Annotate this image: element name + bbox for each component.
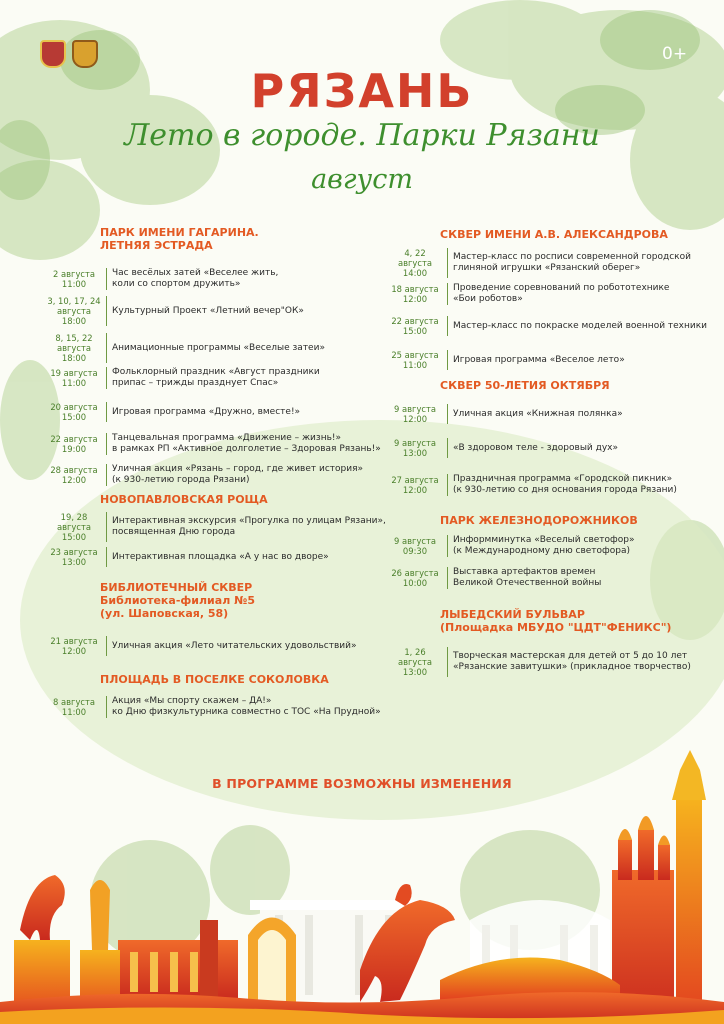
event-row (387, 474, 677, 496)
event-description (112, 306, 304, 317)
event-date (387, 647, 443, 677)
event-description (453, 443, 618, 454)
event-date-line: 18:00 (61, 316, 87, 326)
event-description (453, 321, 707, 332)
event-description-line: Праздничная программа «Городской пикник» (453, 474, 673, 484)
event-date (46, 512, 102, 542)
event-date-line: 10:00 (402, 578, 428, 588)
event-description-line: «Рязанские завитушки» (прикладное творчество) (453, 662, 691, 672)
event-date-line: 20 августа (50, 402, 98, 412)
event-date-line: 12:00 (61, 475, 87, 485)
event-date-line: 28 августа (50, 465, 98, 475)
event-row (46, 547, 329, 567)
event-date-line: 8, 15, 22 (55, 333, 93, 343)
event-description (453, 409, 623, 420)
event-row (46, 464, 363, 486)
event-date (46, 269, 102, 289)
event-description-line: посвященная Дню города (112, 527, 236, 537)
event-description (112, 367, 320, 389)
event-date-line: 19 августа (50, 368, 98, 378)
event-date-line: 18 августа (391, 284, 439, 294)
event-description-line: Интерактивная площадка «А у нас во дворе» (112, 551, 329, 562)
event-description-line: Мастер-класс по покраске моделей военной техники (453, 320, 708, 331)
event-row (387, 248, 691, 278)
section-title-line: (Площадка МБУДО "ЦДТ"ФЕНИКС") (440, 621, 672, 634)
event-date-line: августа (56, 306, 92, 316)
section-title-line: ЛЫБЕДСКИЙ БУЛЬВАР (440, 608, 585, 621)
event-date-line: 12:00 (402, 414, 428, 424)
event-description (453, 283, 669, 305)
event-date (387, 404, 443, 424)
event-separator (106, 268, 107, 290)
event-date-line: 2 августа (52, 269, 96, 279)
event-date (46, 636, 102, 656)
event-description-line: припас – трижды празднует Спас» (112, 378, 279, 388)
event-date (387, 475, 443, 495)
event-description-line: Уличная акция «Лето читательских удовольствий» (112, 640, 357, 651)
event-description-line: Игровая программа «Дружно, вместе!» (112, 406, 301, 417)
event-date-line: 27 августа (391, 475, 439, 485)
event-row (387, 404, 623, 424)
event-separator (447, 404, 448, 424)
event-description-line: ко Дню физкультурника совместно с ТОС «На Прудной» (112, 707, 381, 717)
event-date-line: 25 августа (391, 350, 439, 360)
event-separator (447, 567, 448, 589)
event-date-line: 14:00 (402, 268, 428, 278)
event-row (387, 567, 601, 589)
event-date-line: 13:00 (61, 557, 87, 567)
event-date (387, 568, 443, 588)
section-title-line: БИБЛИОТЕЧНЫЙ СКВЕР (100, 581, 253, 594)
event-date-line: 09:30 (402, 546, 428, 556)
event-date-line: 22 августа (391, 316, 439, 326)
event-date-line: 11:00 (61, 279, 87, 289)
section-title (100, 226, 259, 252)
event-description-line: (к 930-летию со дня основания города Рязани) (453, 485, 677, 495)
event-description (112, 464, 363, 486)
event-separator (106, 547, 107, 567)
section-title (440, 228, 668, 241)
event-separator (106, 433, 107, 455)
event-row (46, 367, 320, 389)
event-date (46, 402, 102, 422)
section-title (440, 608, 671, 634)
event-date-line: 21 августа (50, 636, 98, 646)
event-date-line: 23 августа (50, 547, 98, 557)
event-separator (106, 464, 107, 486)
page-subtitle: Лето в городе. Парки Рязани (124, 118, 600, 153)
event-separator (447, 474, 448, 496)
event-row (46, 268, 278, 290)
event-date (46, 333, 102, 363)
event-date-line: 19, 28 (60, 512, 88, 522)
event-description (453, 474, 677, 496)
event-description-line: коли со спортом дружить» (112, 279, 241, 289)
section-title-line: ЛЕТНЯЯ ЭСТРАДА (100, 239, 213, 252)
event-date-line: августа (397, 657, 433, 667)
event-description (453, 567, 601, 589)
changes-notice: В ПРОГРАММЕ ВОЗМОЖНЫ ИЗМЕНЕНИЯ (212, 776, 512, 791)
event-description-line: «Бои роботов» (453, 294, 523, 304)
event-row (387, 350, 625, 370)
event-date-line: 9 августа (393, 536, 437, 546)
event-description (112, 343, 325, 354)
event-separator (447, 647, 448, 677)
event-date (387, 536, 443, 556)
event-description (453, 651, 691, 673)
event-separator (447, 350, 448, 370)
section-title-line: (ул. Шаповская, 58) (100, 607, 229, 620)
event-separator (447, 248, 448, 278)
event-row (46, 636, 357, 656)
event-date-line: 18:00 (61, 353, 87, 363)
section-title-line: ПЛОЩАДЬ В ПОСЕЛКЕ СОКОЛОВКА (100, 673, 329, 686)
age-rating: 0+ (662, 44, 688, 64)
event-date-line: 15:00 (61, 532, 87, 542)
city-skyline-illustration (0, 740, 724, 1024)
event-date (46, 434, 102, 454)
event-description-line: Выставка артефактов времен (453, 567, 596, 577)
event-row (46, 402, 300, 422)
event-row (387, 438, 618, 458)
event-description-line: Культурный Проект «Летний вечер"ОК» (112, 305, 304, 316)
event-separator (106, 696, 107, 718)
section-title (100, 493, 268, 506)
event-row (387, 535, 634, 557)
section-title-line: НОВОПАВЛОВСКАЯ РОЩА (100, 493, 268, 506)
event-date (387, 284, 443, 304)
section-title (100, 581, 255, 620)
event-date-line: 12:00 (402, 294, 428, 304)
event-description (112, 552, 329, 563)
event-description-line: Творческая мастерская для детей от 5 до 10 лет (453, 651, 688, 661)
event-date-line: августа (56, 522, 92, 532)
event-separator (447, 283, 448, 305)
event-row (387, 647, 691, 677)
event-description (112, 268, 278, 290)
event-date-line: 12:00 (61, 646, 87, 656)
event-description-line: Акция «Мы спорту скажем – ДА!» (112, 696, 272, 706)
event-date-line: августа (397, 258, 433, 268)
event-date (46, 296, 102, 326)
event-description-line: глиняной игрушки «Рязанский оберег» (453, 263, 641, 273)
event-date (387, 248, 443, 278)
event-description-line: Игровая программа «Веселое лето» (453, 354, 625, 365)
event-date-line: 11:00 (61, 707, 87, 717)
event-description-line: «В здоровом теле - здоровый дух» (453, 442, 619, 453)
event-description (112, 407, 300, 418)
event-description-line: Проведение соревнований по робототехнике (453, 283, 670, 293)
event-separator (106, 296, 107, 326)
event-separator (106, 367, 107, 389)
event-date (387, 350, 443, 370)
event-description-line: Уличная акция «Рязань – город, где живет история» (112, 464, 364, 474)
event-date (46, 368, 102, 388)
event-description-line: (к Международному дню светофора) (453, 546, 630, 556)
event-separator (106, 333, 107, 363)
event-date-line: 13:00 (402, 667, 428, 677)
event-row (46, 512, 386, 542)
event-date-line: 13:00 (402, 448, 428, 458)
event-separator (106, 636, 107, 656)
event-description-line: Час весёлых затей «Веселее жить, (112, 268, 279, 278)
event-description (453, 535, 634, 557)
brand-title: РЯЗАНЬ (250, 64, 474, 118)
event-description (112, 516, 386, 538)
event-date-line: 12:00 (402, 485, 428, 495)
event-description-line: в рамках РП «Активное долголетие – Здоровая Рязань!» (112, 444, 381, 454)
event-separator (106, 402, 107, 422)
event-row (387, 316, 707, 336)
event-date-line: 9 августа (393, 438, 437, 448)
event-date (46, 465, 102, 485)
event-date-line: 26 августа (391, 568, 439, 578)
section-title (100, 673, 329, 686)
event-description (112, 696, 381, 718)
section-title (440, 379, 610, 392)
event-separator (447, 316, 448, 336)
event-description-line: Анимационные программы «Веселые затеи» (112, 342, 325, 353)
event-date-line: 1, 26 (404, 647, 426, 657)
event-description (453, 355, 625, 366)
event-date-line: 15:00 (402, 326, 428, 336)
event-description-line: Уличная акция «Книжная полянка» (453, 408, 623, 419)
event-date-line: 11:00 (402, 360, 428, 370)
event-description-line: Танцевальная программа «Движение – жизнь!» (112, 433, 341, 443)
event-date (387, 316, 443, 336)
event-date (387, 438, 443, 458)
section-title (440, 514, 638, 527)
event-description (112, 641, 357, 652)
event-date (46, 547, 102, 567)
event-date-line: 9 августа (393, 404, 437, 414)
event-date-line: 22 августа (50, 434, 98, 444)
section-title-line: Библиотека-филиал №5 (100, 594, 255, 607)
event-row (46, 333, 325, 363)
event-description (453, 252, 691, 274)
section-title-line: СКВЕР 50-ЛЕТИЯ ОКТЯБРЯ (440, 379, 610, 392)
event-description-line: (к 930-летию города Рязани) (112, 475, 250, 485)
event-row (387, 283, 669, 305)
event-description-line: Интерактивная экскурсия «Прогулка по улицам Рязани», (112, 516, 386, 526)
event-date (46, 697, 102, 717)
event-date-line: 4, 22 (404, 248, 426, 258)
event-description-line: Мастер-класс по росписи современной городской (453, 252, 691, 262)
event-separator (447, 438, 448, 458)
event-description-line: Информминутка «Веселый светофор» (453, 535, 635, 545)
event-separator (447, 535, 448, 557)
event-date-line: 15:00 (61, 412, 87, 422)
event-date-line: 3, 10, 17, 24 (47, 296, 101, 306)
event-description-line: Великой Отечественной войны (453, 578, 602, 588)
section-title-line: СКВЕР ИМЕНИ А.В. АЛЕКСАНДРОВА (440, 228, 668, 241)
event-row (46, 296, 304, 326)
event-row (46, 696, 381, 718)
event-date-line: 8 августа (52, 697, 96, 707)
event-date-line: 19:00 (61, 444, 87, 454)
event-date-line: 11:00 (61, 378, 87, 388)
section-title-line: ПАРК ЖЕЛЕЗНОДОРОЖНИКОВ (440, 514, 638, 527)
event-date-line: августа (56, 343, 92, 353)
event-row (46, 433, 381, 455)
month-title: август (311, 164, 413, 195)
event-description (112, 433, 381, 455)
event-separator (106, 512, 107, 542)
event-description-line: Фольклорный праздник «Август праздники (112, 367, 320, 377)
section-title-line: ПАРК ИМЕНИ ГАГАРИНА. (100, 226, 259, 239)
